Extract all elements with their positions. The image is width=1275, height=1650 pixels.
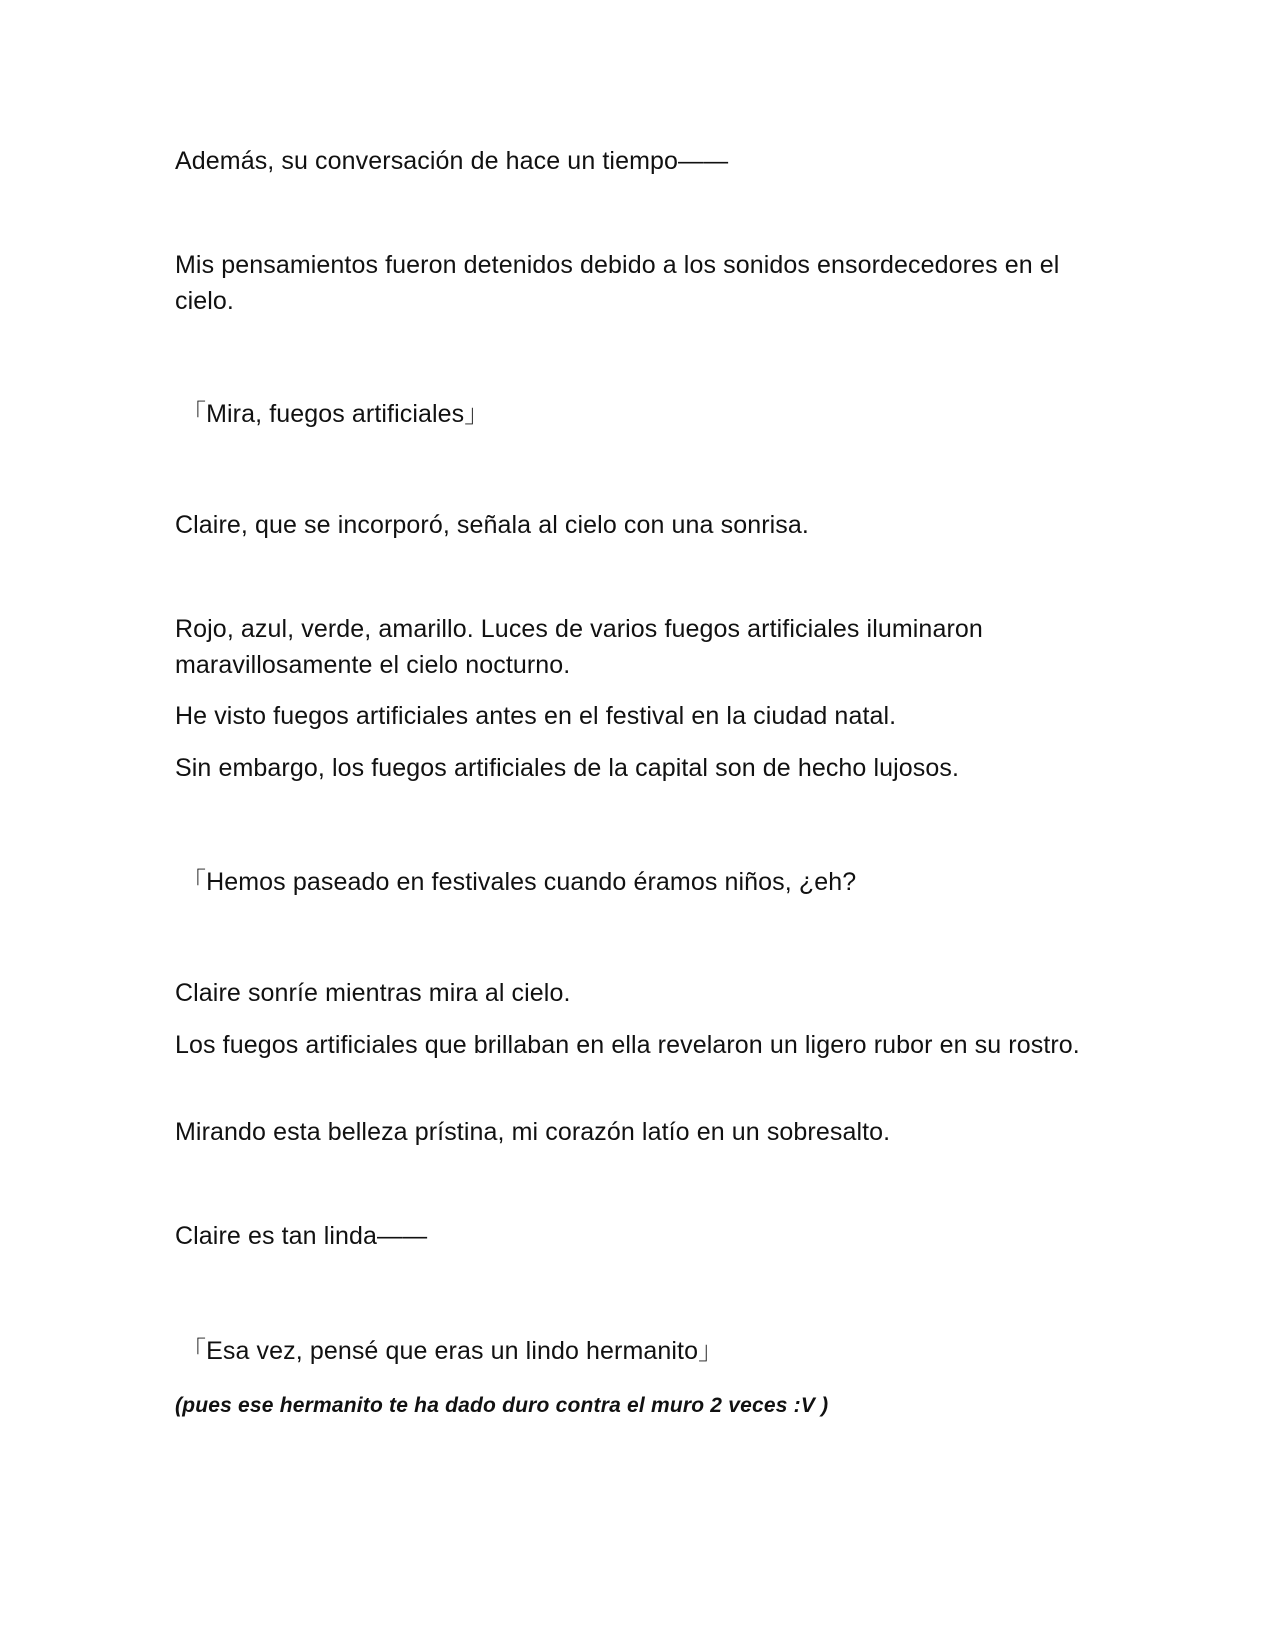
dialogue-childhood-festivals: 「Hemos paseado en festivales cuando éramos niños, ¿eh? [181, 868, 857, 896]
paragraph-claire-points: Claire, que se incorporó, señala al cielo con una sonrisa. [175, 511, 809, 539]
paragraph-conversation: Además, su conversación de hace un tiempo—— [175, 147, 729, 175]
paragraph-blush: Los fuegos artificiales que brillaban en ella revelaron un ligero rubor en su rostro. [175, 1031, 1080, 1059]
paragraph-capital-fireworks: Sin embargo, los fuegos artificiales de la capital son de hecho lujosos. [175, 754, 960, 782]
dialogue-fireworks: 「Mira, fuegos artificiales」 [181, 400, 490, 428]
paragraph-claire-cute: Claire es tan linda—— [175, 1222, 428, 1250]
paragraph-thoughts-stopped: Mis pensamientos fueron detenidos debido a los sonidos ensordecedores en el cielo. [175, 251, 1060, 315]
paragraph-heartbeat: Mirando esta belleza prístina, mi corazón latío en un sobresalto. [175, 1118, 891, 1146]
paragraph-claire-smiles: Claire sonríe mientras mira al cielo. [175, 979, 571, 1007]
paragraph-hometown-festival: He visto fuegos artificiales antes en el festival en la ciudad natal. [175, 702, 897, 730]
translator-note: (pues ese hermanito te ha dado duro contra el muro 2 veces :V ) [175, 1394, 829, 1417]
paragraph-colors: Rojo, azul, verde, amarillo. Luces de varios fuegos artificiales iluminaron maravillosamente el cielo nocturno. [175, 615, 983, 679]
dialogue-little-brother: 「Esa vez, pensé que eras un lindo hermanito」 [181, 1337, 724, 1365]
